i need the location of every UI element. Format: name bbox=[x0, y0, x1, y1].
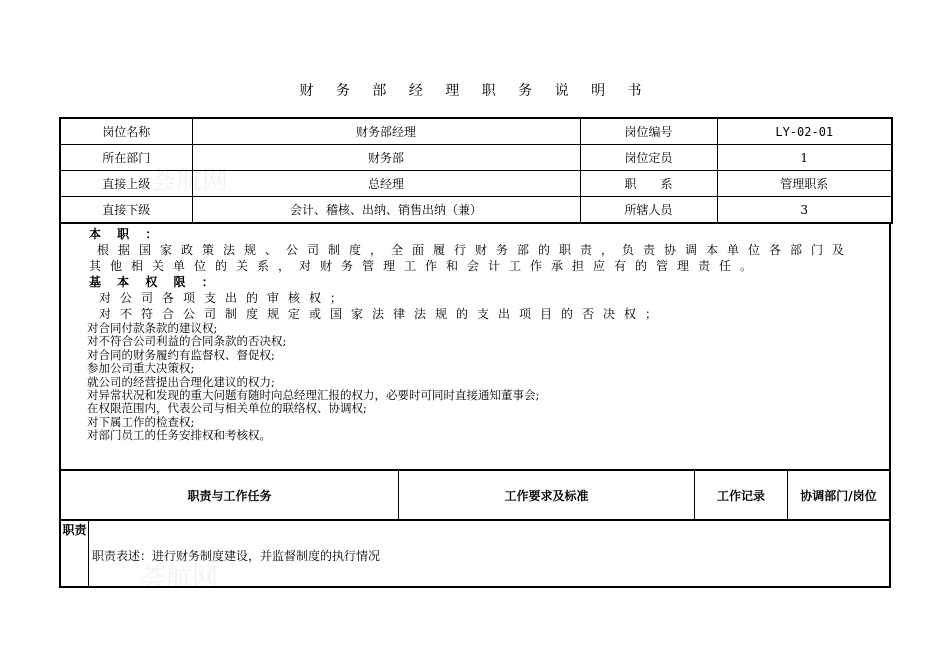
header-tasks: 职责与工作任务 bbox=[61, 471, 399, 519]
duty-label: 职责 bbox=[61, 521, 89, 586]
duties-text: 根据国家政策法规、公司制度，全面履行财务部的职责，负责协调本单位各部门及其他相关单位的关系，对财务管理工作和会计工作承担应有的管理责任。 bbox=[89, 243, 854, 273]
power-item: 在权限范围内，代表公司与相关单位的联络权、协调权; bbox=[87, 401, 367, 416]
power-item: 对部门员工的任务安排权和考核权。 bbox=[87, 428, 271, 443]
label-cell: 直接下级 bbox=[60, 197, 192, 224]
table-row bbox=[60, 118, 892, 145]
label-cell: 岗位编号 bbox=[580, 118, 717, 145]
watermark: 荟航网 bbox=[150, 166, 229, 196]
label-cell: 所在部门 bbox=[60, 145, 192, 171]
label-cell: 直接上级 bbox=[60, 171, 192, 197]
header-coordination: 协调部门/岗位 bbox=[800, 488, 877, 503]
power-item: 对不符合公司制度规定或国家法律法规的支出项目的否决权； bbox=[99, 307, 667, 321]
document-title: 财 务 部 经 理 职 务 说 明 书 bbox=[299, 83, 651, 99]
table-row bbox=[60, 197, 892, 224]
powers-heading: 基 本 权 限 ： bbox=[89, 275, 220, 289]
power-item: 对下属工作的检查权; bbox=[87, 414, 195, 429]
label-cell: 职 系 bbox=[580, 171, 717, 197]
value-cell: 会计、稽核、出纳、销售出纳（兼） bbox=[192, 197, 580, 224]
value-cell: 财务部经理 bbox=[192, 118, 580, 145]
info-table bbox=[59, 117, 893, 224]
value-cell: 管理职系 bbox=[717, 171, 892, 197]
power-item: 就公司的经营提出合理化建议的权力; bbox=[87, 374, 275, 389]
table-row bbox=[60, 145, 892, 171]
power-item: 对合同付款条款的建议权; bbox=[87, 321, 218, 335]
value-cell: LY-02-01 bbox=[717, 118, 892, 145]
duty-text: 职责表述：进行财务制度建设，并监督制度的执行情况 bbox=[92, 549, 381, 563]
task-table-header bbox=[59, 469, 891, 521]
label-cell: 所辖人员 bbox=[580, 197, 717, 224]
value-cell: 1 bbox=[717, 145, 892, 171]
value-cell: 总经理 bbox=[192, 171, 580, 197]
value-cell: 3 bbox=[717, 197, 892, 224]
header-requirements: 工作要求及标准 bbox=[399, 471, 695, 519]
header-records: 工作记录 bbox=[695, 471, 788, 519]
power-item: 参加公司重大决策权; bbox=[87, 361, 195, 376]
power-item: 对公司各项支出的审核权； bbox=[99, 291, 352, 305]
power-item: 对异常状况和发现的重大问题有随时向总经理汇报的权力，必要时可同时直接通知董事会; bbox=[87, 388, 540, 403]
duties-heading: 本 职 ： bbox=[89, 227, 164, 241]
duty-row bbox=[59, 519, 891, 588]
table-row bbox=[60, 171, 892, 197]
label-cell: 岗位定员 bbox=[580, 145, 717, 171]
watermark: 荟航网 bbox=[140, 564, 219, 594]
description-section bbox=[59, 222, 891, 470]
power-item: 对合同的财务履约有监督权、督促权; bbox=[87, 347, 275, 362]
power-item: 对不符合公司利益的合同条款的否决权; bbox=[87, 334, 287, 349]
label-cell: 岗位名称 bbox=[60, 118, 192, 145]
value-cell: 财务部 bbox=[192, 145, 580, 171]
